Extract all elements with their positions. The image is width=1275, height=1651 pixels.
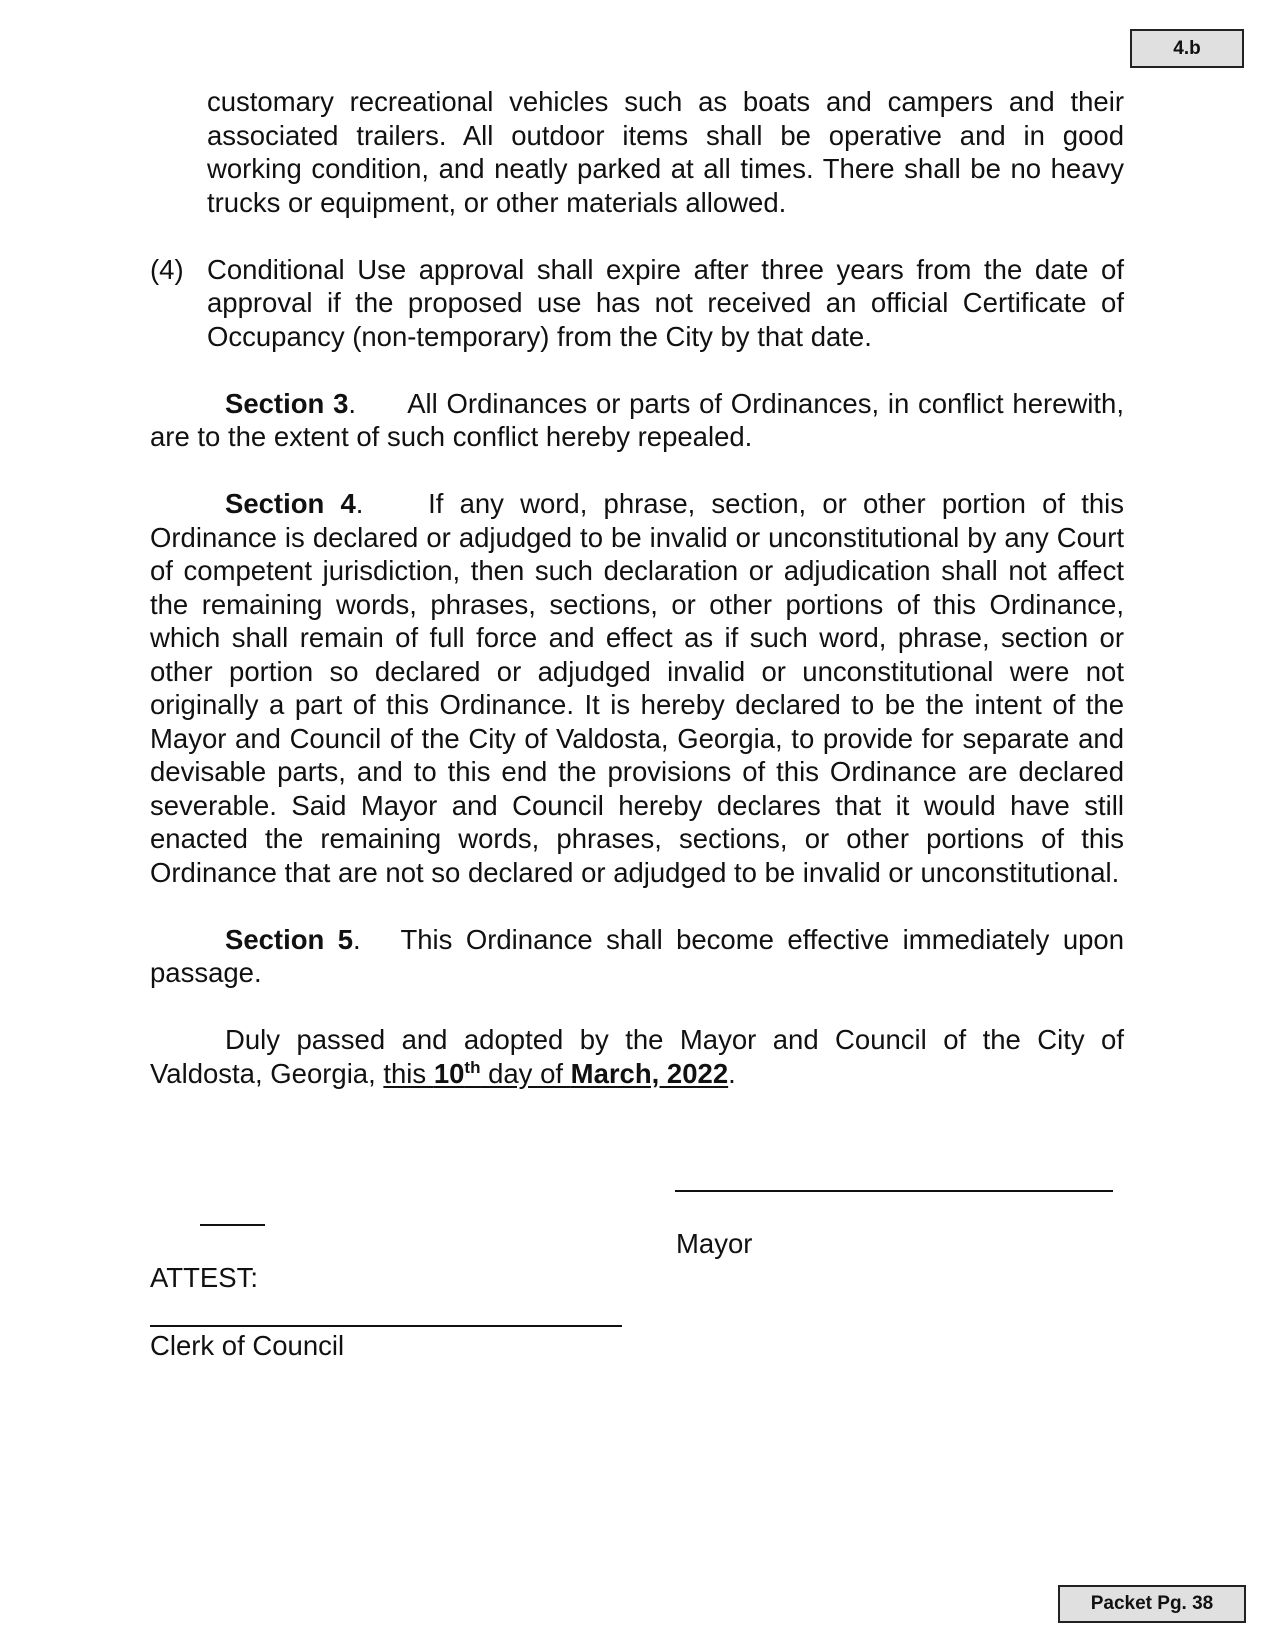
adoption-day: 10 <box>433 1057 465 1089</box>
section-4-text: If any word, phrase, section, or other portion of this Ordinance is declared or adjudged to be invalid or unconstitutional by any Court of competent jurisdiction, then such declaration or adjudication shall not affect the remaining words, phrases, sections, or other portions of this Ordinance, which shall remain of full force and effect as if such word, phrase, section or other portion so declared or adjudged invalid or unconstitutional were not originally a part of this Ordinance. It is hereby declared to be the intent of the Mayor and Council of the City of Valdosta, Georgia, to provide for separate and devisable parts, and to this end the provisions of this Ordinance are declared severable. Said Mayor and Council hereby declares that it would have still enacted the remaining words, phrases, sections, or other portions of this Ordinance that are not so declared or adjudged to be invalid or unconstitutional. <box>150 488 1125 888</box>
clerk-label: Clerk of Council <box>150 1330 345 1361</box>
adoption-day-suffix <box>464 1057 480 1076</box>
section-4-title: Section 4 <box>225 488 356 519</box>
adoption-end: . <box>728 1057 736 1089</box>
item-3-continuation: customary recreational vehicles such as boats and campers and their associated trailers. All outdoor items shall be operative and in good working condition, and neatly parked at all times. There shall be no heavy trucks or equipment, or other materials allowed. <box>207 86 1124 218</box>
adoption-date <box>383 1058 728 1089</box>
item-4-number: (4) <box>150 253 184 285</box>
item-4 <box>150 253 1124 354</box>
section-3-title: Section 3 <box>225 387 349 419</box>
adoption-this: this <box>383 1057 434 1089</box>
packet-page-tag: Packet Pg. 38 <box>1058 1585 1246 1623</box>
section-3: Section 3. All Ordinances or parts of Ordinances, in conflict herewith, are to the extent of such conflict hereby repealed. <box>150 387 1124 452</box>
section-5-text: This Ordinance shall become effective immediately upon passage. <box>150 923 1124 988</box>
adoption-day-of: day of <box>480 1057 571 1089</box>
adoption-statement <box>150 1023 1124 1090</box>
clerk-signature-line <box>150 1325 622 1327</box>
item-4-text: Conditional Use approval shall expire after three years from the date of approval if the proposed use has not received an official Certificate of Occupancy (non-temporary) from the City by that date. <box>207 253 1124 352</box>
attest-label: ATTEST: <box>150 1262 258 1293</box>
mayor-label: Mayor <box>676 1228 753 1259</box>
ordinance-body <box>150 85 1124 1090</box>
adoption-lead: Duly passed and adopted by the Mayor and Council of the City of Valdosta, Georgia, <box>150 1024 1124 1089</box>
adoption-month-year: March, 2022 <box>570 1057 729 1089</box>
short-signature-line <box>200 1224 265 1226</box>
agenda-item-tag: 4.b <box>1130 29 1244 68</box>
section-5-title: Section 5 <box>225 923 354 955</box>
section-5: Section 5. This Ordinance shall become effective immediately upon passage. <box>150 923 1124 988</box>
section-4: Section 4. If any word, phrase, section, or other portion of this Ordinance is declared or adjudged to be invalid or unconstitutional by any Court of competent jurisdiction, then such declaration or adjudication shall not affect the remaining words, phrases, sections, or other portions of this Ordinance, which shall remain of full force and effect as if such word, phrase, section or other portion so declared or adjudged invalid or unconstitutional were not originally a part of this Ordinance. It is hereby declared to be the intent of the Mayor and Council of the City of Valdosta, Georgia, to provide for separate and devisable parts, and to this end the provisions of this Ordinance are declared severable. Said Mayor and Council hereby declares that it would have still enacted the remaining words, phrases, sections, or other portions of this Ordinance that are not so declared or adjudged to be invalid or unconstitutional. <box>150 488 1125 888</box>
mayor-signature-line <box>675 1190 1113 1192</box>
adoption-day-suffix-text: th <box>464 1057 481 1077</box>
section-3-text: All Ordinances or parts of Ordinances, in conflict herewith, are to the extent of such conflict hereby repealed. <box>150 387 1124 452</box>
